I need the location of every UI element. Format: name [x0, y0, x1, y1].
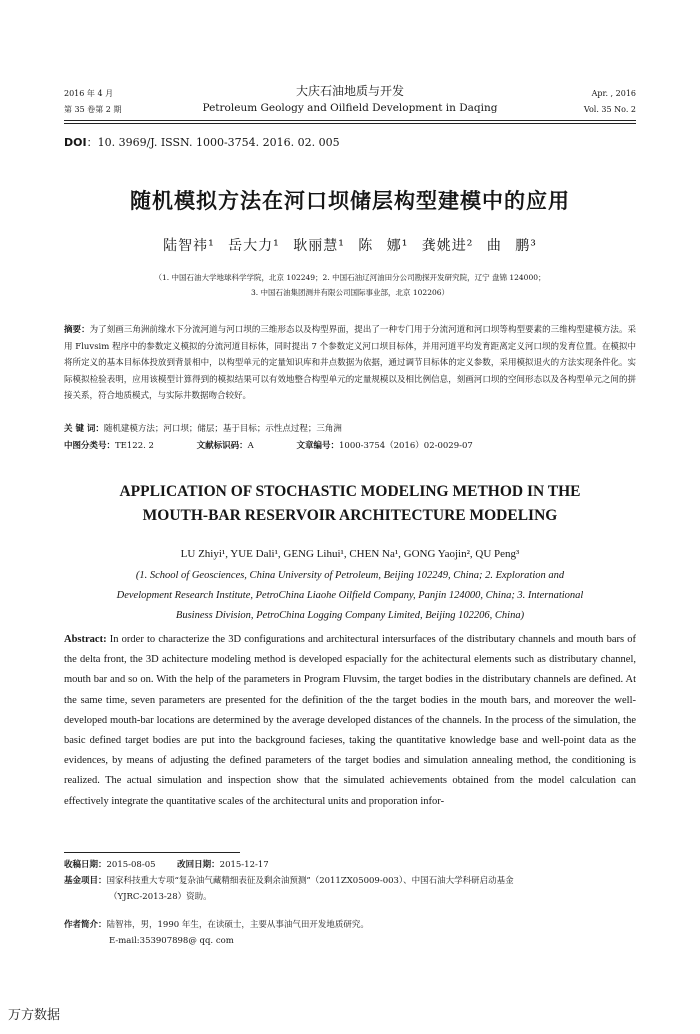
abstract-en-text: In order to characterize the 3D configurations and architectural intersurfaces of the distributary channels and mouth bars of the delta front, the 3D achitecture modeling method is developed espacially for the achitectural elements such as distributary channel, mouth bar and so on. With the help of the parameters in Program Fluvsim, the target bodies in the distributary channels are defined. At the same time, seven parameters are presented for the definition of the the target bodies in the mouth bars, and moreover the well-developed mouth-bar locations are determined by the average developed distances of the channels. In the process of the simulation, the basic defined target bodies are put into the background facieses, taking the quantitative knowledge base and well-point data as the evidences, by means of adjusting the defined parameters of the target bodies and simulation annealing method, the conditioning is realized. The actual simulation and inspection show that the simulated achievements obtained from the model calculation can effectively integrate the quantitative scales of the architectural units and proporation infor-: [64, 634, 637, 807]
affiliation-cn-line: 3. 中国石油集团测井有限公司国际事业部，北京 102206）: [250, 288, 450, 297]
issue-date-en: Apr. , 2016: [591, 89, 636, 98]
abstract-cn-text: 为了刻画三角洲前缘水下分流河道与河口坝的三维形态以及构型界面，提出了一种专门用于分流河道和河口坝等构型要素的三维构型建模方法。采用 Fluvsim 程序中的参数定义模拟的分流河道目标体，同时提出 7 个参数定义河口坝目标体，并用河道平均发育距离定义河口坝的发育位置。在模拟中将所定义的基本目标体投放到背景相中，以构型单元的定量知识库和井点数据为依据，通过调节目标体的定义参数，采用模拟退火的方法实现条件化。实际模拟检验表明，应用该模型计算得到的模拟结果可以有效地整合构型单元的定量规模以及相比例信息，刻画河口坝的空间形态以及各构型单元之间的拼接关系，符合地质模式，与实际井数据吻合较好。: [64, 325, 636, 402]
journal-name-en: Petroleum Geology and Oilfield Development in Daqing: [202, 102, 498, 114]
journal-name-cn: 大庆石油地质与开发: [295, 84, 404, 98]
issue-date-cn: 2016 年 4 月: [64, 89, 114, 98]
doi-line: DOI：10. 3969/J. ISSN. 1000-3754. 2016. 02. 005: [64, 136, 340, 149]
doc-code-label: 文献标识码：: [196, 441, 248, 451]
classification-row: [64, 438, 636, 454]
author-bio-label: 作者简介：: [64, 920, 107, 930]
keywords-cn-text: 随机建模方法；河口坝；储层；基于目标；示性点过程；三角洲: [103, 424, 342, 434]
header-center: [180, 82, 520, 116]
volume-en: Vol. 35 No. 2: [583, 105, 636, 114]
title-en: [64, 480, 636, 528]
footnote-author: [64, 918, 636, 950]
abstract-cn-label: 摘要：: [64, 325, 90, 335]
keywords-cn-label: 关 键 词：: [64, 424, 104, 434]
received-label: 收稿日期：: [64, 860, 107, 870]
author-bio-text: 陆智祎，男，1990 年生，在读硕士，主要从事油气田开发地质研究。: [106, 920, 369, 930]
title-cn: 随机模拟方法在河口坝储层构型建模中的应用: [130, 189, 570, 213]
affiliation-en-line: Development Research Institute, PetroChina Liaohe Oilfield Company, Panjin 124000, China; 3. International: [116, 590, 584, 601]
footnote-fund: [64, 874, 636, 906]
doc-code-value: A: [247, 441, 254, 451]
affiliation-en-line: (1. School of Geosciences, China University of Petroleum, Beijing 102249, China; 2. Exploration and: [135, 570, 565, 581]
authors-en: LU Zhiyi¹, YUE Dali¹, GENG Lihui¹, CHEN Na¹, GONG Yaojin², QU Peng³: [180, 548, 520, 560]
revised-date: 2015-12-17: [219, 860, 269, 870]
header-rule-thin: [64, 120, 636, 121]
title-en-line: APPLICATION OF STOCHASTIC MODELING METHOD IN THE: [119, 483, 581, 500]
abstract-cn: [64, 322, 636, 405]
revised-label: 改回日期：: [177, 860, 220, 870]
footnote-dates: [64, 858, 636, 874]
doi-value[interactable]: 10. 3969/J. ISSN. 1000-3754. 2016. 02. 005: [97, 136, 340, 149]
author-email[interactable]: E-mail:353907898@ qq. com: [109, 935, 234, 946]
watermark: 万方数据: [8, 1008, 61, 1023]
affiliation-en-line: Business Division, PetroChina Logging Company Limited, Beijing 102206, China): [175, 610, 525, 621]
article-no-value: 1000-3754（2016）02-0029-07: [339, 441, 473, 451]
header-left: [64, 86, 121, 118]
authors-cn: 陆智祎¹ 岳大力¹ 耿丽慧¹ 陈 娜¹ 龚姚进² 曲 鹏³: [163, 238, 537, 254]
fund-text: 国家科技重大专项“复杂油气藏精细表征及剩余油预测”（2011ZX05009-003）、中国石油大学科研启动基金: [106, 876, 514, 886]
clc-label: 中图分类号：: [64, 441, 116, 451]
volume-cn: 第 35 卷第 2 期: [64, 105, 122, 114]
fund-text-cont: （YJRC-2013-28）资助。: [109, 891, 212, 902]
article-no-label: 文章编号：: [296, 441, 340, 451]
keywords-cn: [64, 421, 636, 437]
abstract-en-label: Abstract:: [64, 634, 107, 645]
affiliation-cn-line: （1. 中国石油大学地球科学学院，北京 102249；2. 中国石油辽河油田分公司勘探开发研究院，辽宁 盘锦 124000；: [154, 273, 546, 282]
clc-value: TE122. 2: [115, 441, 154, 451]
abstract-en: [64, 630, 636, 812]
footnote-rule: [64, 852, 240, 853]
fund-label: 基金项目：: [64, 876, 107, 886]
doi-label: DOI: [64, 136, 87, 149]
title-en-line: MOUTH-BAR RESERVOIR ARCHITECTURE MODELING: [142, 507, 558, 524]
affiliations-cn: [90, 270, 610, 300]
header-rule-thick: [64, 123, 636, 124]
received-date: 2015-08-05: [106, 860, 156, 870]
header-right: [584, 86, 636, 118]
affiliations-en: [64, 566, 636, 626]
